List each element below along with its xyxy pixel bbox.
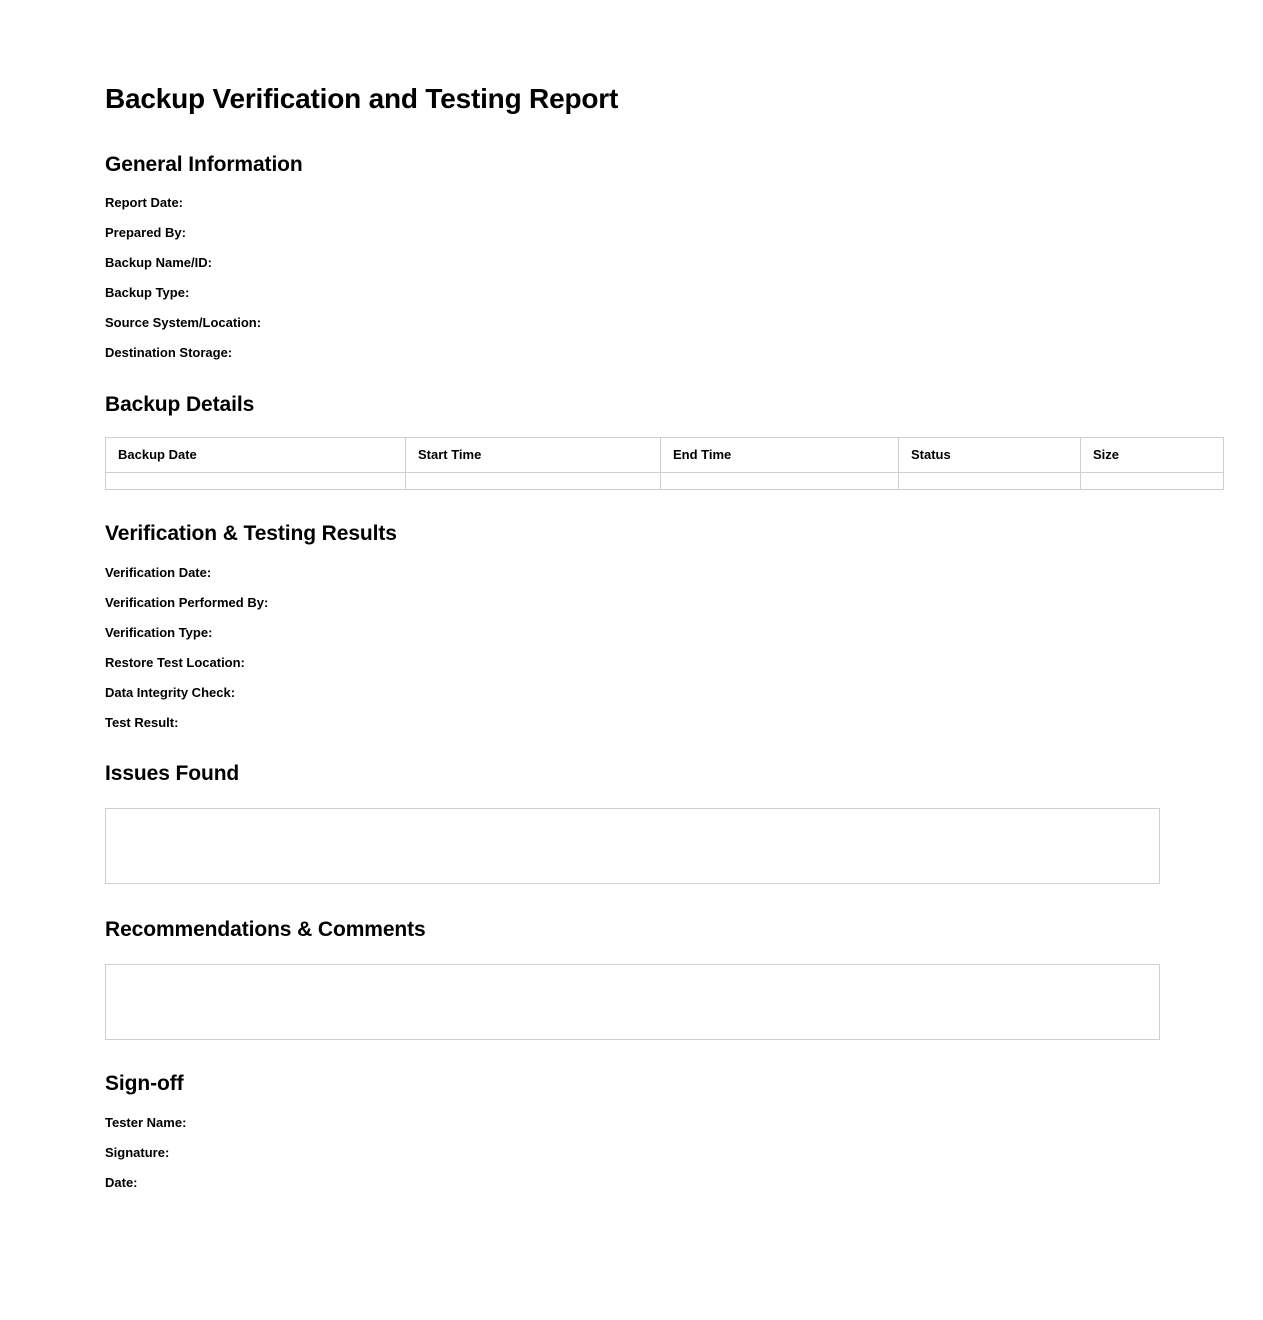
section-heading-verification-testing-results: Verification & Testing Results [105, 522, 397, 545]
field-label-source-system-location: Source System/Location: [105, 315, 262, 330]
page-title: Backup Verification and Testing Report [105, 83, 619, 114]
issues-found-input[interactable] [105, 808, 1160, 884]
table-header-row [106, 438, 1224, 473]
field-label-destination-storage: Destination Storage: [105, 345, 233, 360]
recommendations-comments-input[interactable] [105, 964, 1160, 1040]
field-label-restore-test-location: Restore Test Location: [105, 655, 245, 670]
table-header [106, 438, 1224, 473]
column-header-status: Status [899, 438, 1081, 473]
field-label-backup-name-id: Backup Name/ID: [105, 255, 212, 270]
field-label-prepared-by: Prepared By: [105, 225, 186, 240]
field-label-data-integrity-check: Data Integrity Check: [105, 685, 236, 700]
section-heading-issues-found: Issues Found [105, 762, 240, 785]
sign-off-field-list [105, 1116, 1158, 1190]
general-information-field-list [105, 196, 1158, 360]
field-label-backup-type: Backup Type: [105, 285, 190, 300]
field-label-tester-name: Tester Name: [105, 1115, 187, 1130]
cell-size[interactable] [1081, 473, 1224, 490]
field-label-report-date: Report Date: [105, 195, 184, 210]
field-label-verification-type: Verification Type: [105, 625, 213, 640]
cell-backup-date[interactable] [106, 473, 406, 490]
section-heading-sign-off: Sign-off [105, 1072, 184, 1095]
table-row [106, 473, 1224, 490]
verification-results-field-list [105, 566, 1158, 730]
field-label-signature: Signature: [105, 1145, 170, 1160]
table-body [106, 473, 1224, 490]
column-header-start-time: Start Time [406, 438, 661, 473]
field-label-test-result: Test Result: [105, 715, 179, 730]
column-header-end-time: End Time [661, 438, 899, 473]
section-heading-general-information: General Information [105, 153, 303, 176]
column-header-backup-date: Backup Date [106, 438, 406, 473]
backup-details-table [105, 437, 1224, 490]
section-heading-recommendations-comments: Recommendations & Comments [105, 918, 426, 941]
field-label-date: Date: [105, 1175, 138, 1190]
cell-status[interactable] [899, 473, 1081, 490]
cell-start-time[interactable] [406, 473, 661, 490]
cell-end-time[interactable] [661, 473, 899, 490]
section-heading-backup-details: Backup Details [105, 393, 255, 416]
field-label-verification-date: Verification Date: [105, 565, 212, 580]
field-label-verification-performed-by: Verification Performed By: [105, 595, 269, 610]
column-header-size: Size [1081, 438, 1224, 473]
